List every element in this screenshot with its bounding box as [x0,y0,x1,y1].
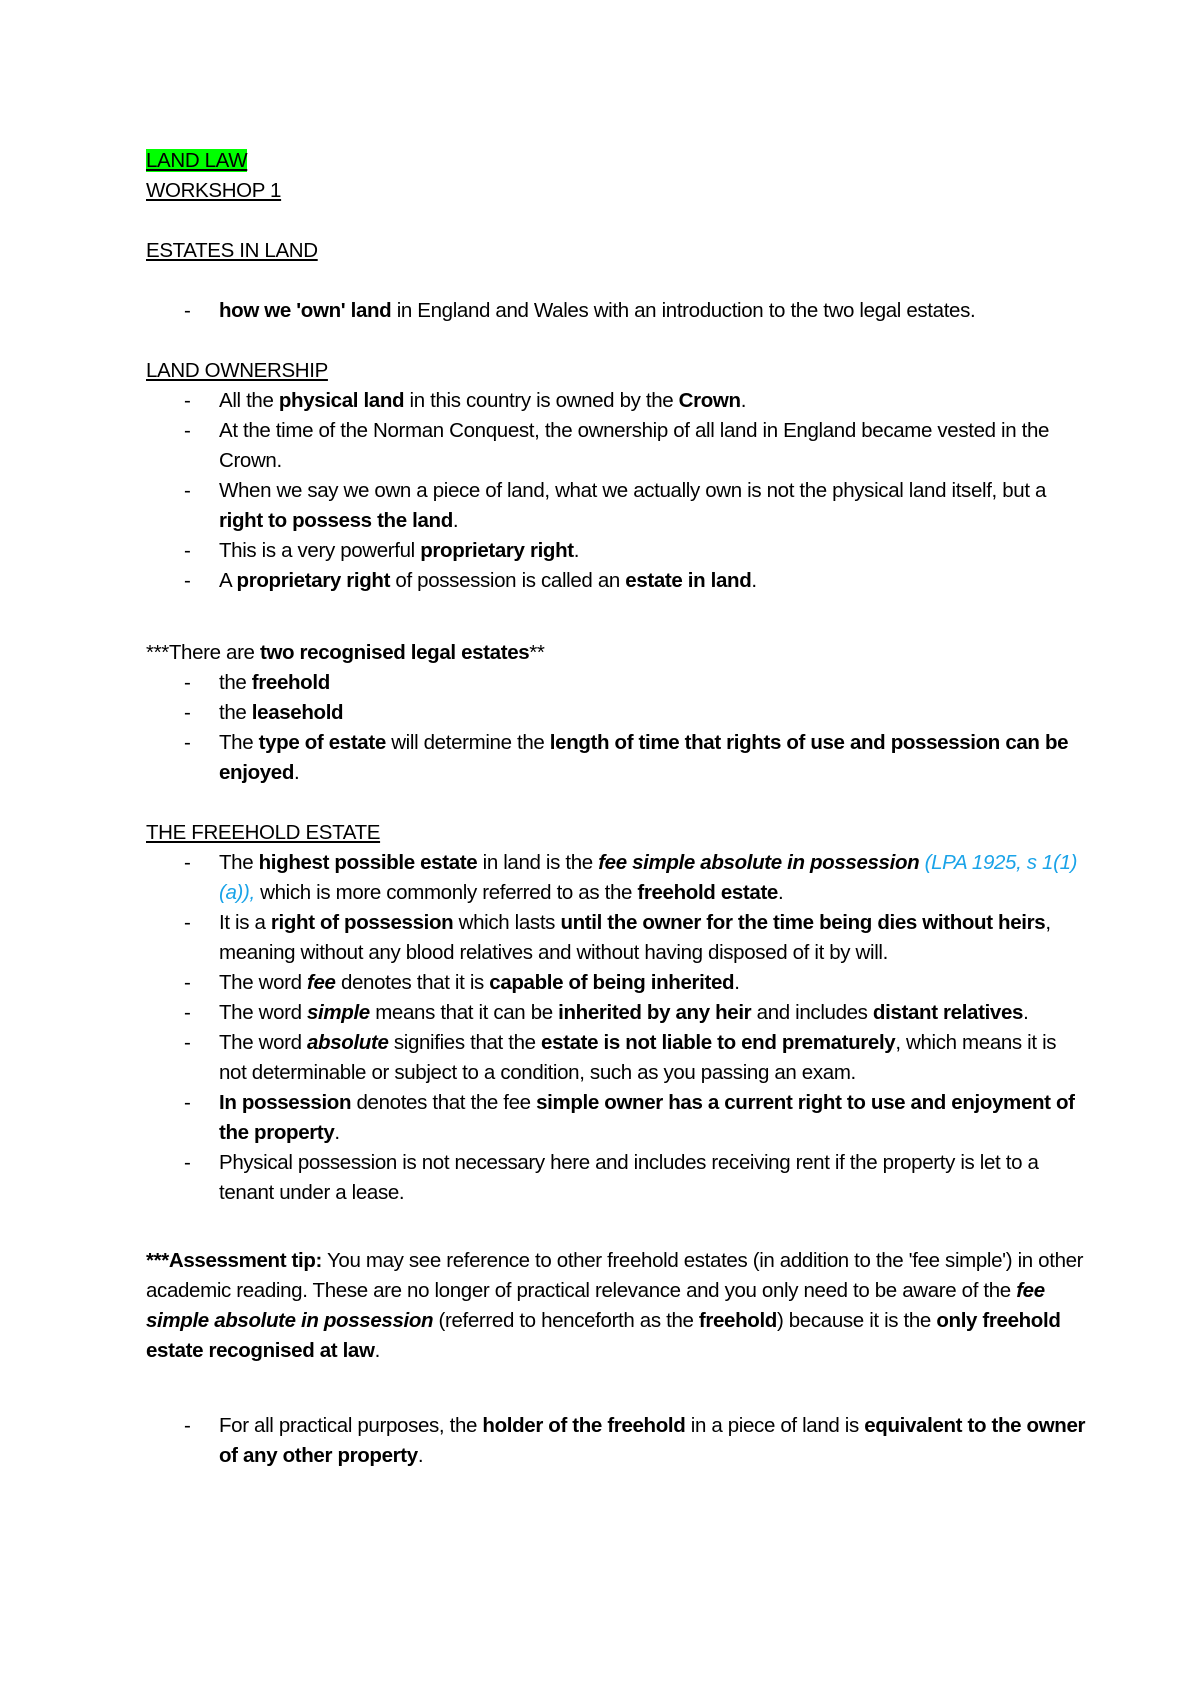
list-item: - A proprietary right of possession is called an estate in land. [146,566,1086,596]
title-text: LAND LAW [146,149,248,172]
list-item: - The highest possible estate in land is the fee simple absolute in possession (LPA 1925, s 1(1)(a)), which is more commonly referred to as the freehold estate. [146,848,1086,908]
subtitle-text: WORKSHOP 1 [146,179,282,202]
list-item: - The word simple means that it can be inherited by any heir and includes distant relatives. [146,998,1086,1028]
list-item: - The type of estate will determine the length of time that rights of use and possession can be enjoyed. [146,728,1086,788]
two-estates-list [146,668,1086,788]
assessment-tip: ***Assessment tip: You may see reference to other freehold estates (in addition to the 'fee simple') in other academic reading. These are no longer of practical relevance and you only need to be aware of the fee simple absolute in possession (referred to henceforth as the freehold) because it is the only freehold estate recognised at law. [146,1249,1084,1362]
document-subtitle [146,176,1086,206]
list-item: - This is a very powerful proprietary right. [146,536,1086,566]
list-item: - In possession denotes that the fee simple owner has a current right to use and enjoyment of the property. [146,1088,1086,1148]
list-item: - the leasehold [146,698,1086,728]
list-item: - For all practical purposes, the holder of the freehold in a piece of land is equivalent to the owner of any other property. [146,1411,1086,1471]
freehold-list [146,848,1086,1208]
estates-list [146,296,1086,326]
list-item: - how we 'own' land in England and Wales with an introduction to the two legal estates. [146,296,1086,326]
list-item: - When we say we own a piece of land, what we actually own is not the physical land itself, but a right to possess the land. [146,476,1086,536]
list-item: - It is a right of possession which lasts until the owner for the time being dies without heirs, meaning without any blood relatives and without having disposed of it by will. [146,908,1086,968]
list-item: - At the time of the Norman Conquest, the ownership of all land in England became vested in the Crown. [146,416,1086,476]
list-item: - Physical possession is not necessary here and includes receiving rent if the property is let to a tenant under a lease. [146,1148,1086,1208]
list-item: - the freehold [146,668,1086,698]
heading-land-ownership: LAND OWNERSHIP [146,359,328,382]
list-item: - The word absolute signifies that the estate is not liable to end prematurely, which means it is not determinable or subject to a condition, such as you passing an exam. [146,1028,1086,1088]
heading-estates-in-land: ESTATES IN LAND [146,239,318,262]
list-item: - The word fee denotes that it is capable of being inherited. [146,968,1086,998]
ownership-list [146,386,1086,596]
final-list [146,1411,1086,1471]
list-item: - All the physical land in this country is owned by the Crown. [146,386,1086,416]
heading-freehold-estate: THE FREEHOLD ESTATE [146,821,381,844]
document-title [146,146,1086,176]
two-estates-intro: ***There are two recognised legal estates** [146,641,545,664]
document-body [146,146,1086,1471]
statute-citation: (LPA 1925, s 1(1)(a)), [219,851,1078,904]
